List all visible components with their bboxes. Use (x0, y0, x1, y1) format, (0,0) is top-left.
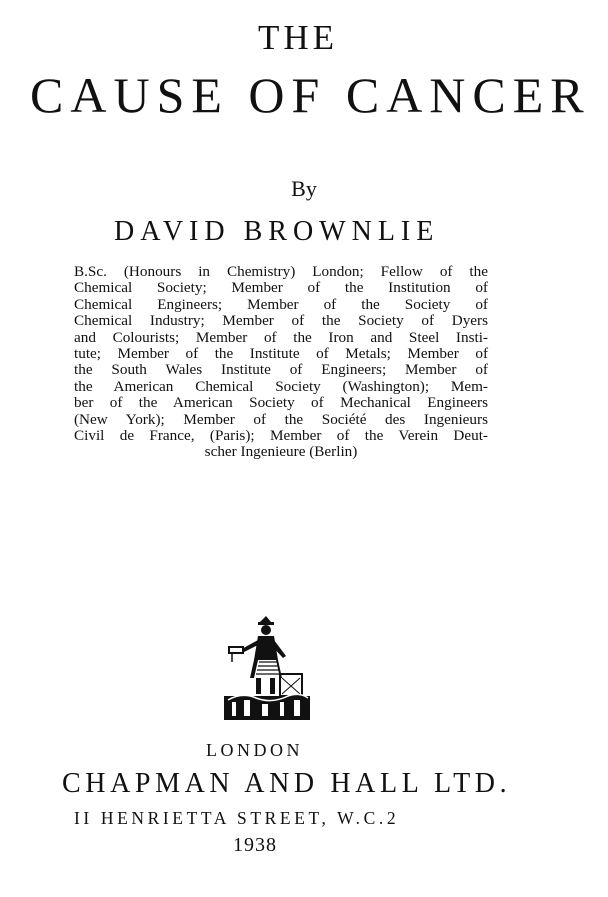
credentials-line: the South Wales Institute of Engineers; Member of (74, 361, 488, 379)
credentials-line: ber of the American Society of Mechanical Engineers (74, 394, 488, 412)
publisher-city: LONDON (206, 740, 303, 760)
author-name: DAVID BROWNLIE (114, 216, 440, 247)
sower-printer-device-icon (222, 616, 312, 724)
credentials-line: (New York); Member of the Société des Ingenieurs (74, 410, 488, 428)
credentials-line: B.Sc. (Honours in Chemistry) London; Fellow of the (74, 263, 488, 280)
title-article: THE (257, 18, 339, 57)
credentials-line: Chemical Society; Member of the Institution of (74, 279, 488, 297)
credentials-line: Chemical Engineers; Member of the Society of (74, 295, 488, 313)
credentials-line: scher Ingenieure (Berlin) (204, 443, 358, 461)
by-line: By (291, 176, 317, 201)
credentials-line: tute; Member of the Institute of Metals; Member of (74, 344, 488, 362)
author-credentials (74, 264, 488, 461)
publisher-address: II HENRIETTA STREET, W.C.2 (74, 808, 400, 828)
credentials-line: the American Chemical Society (Washington); Mem- (74, 377, 488, 395)
credentials-line: Civil de France, (Paris); Member of the Verein Deut- (74, 426, 488, 444)
book-title: CAUSE OF CANCER (30, 67, 591, 123)
publisher-name: CHAPMAN AND HALL LTD. (62, 768, 512, 799)
publication-year: 1938 (233, 834, 277, 856)
credentials-line: Chemical Industry; Member of the Society of Dyers (74, 312, 488, 330)
credentials-line: and Colourists; Member of the Iron and Steel Insti- (74, 328, 488, 346)
